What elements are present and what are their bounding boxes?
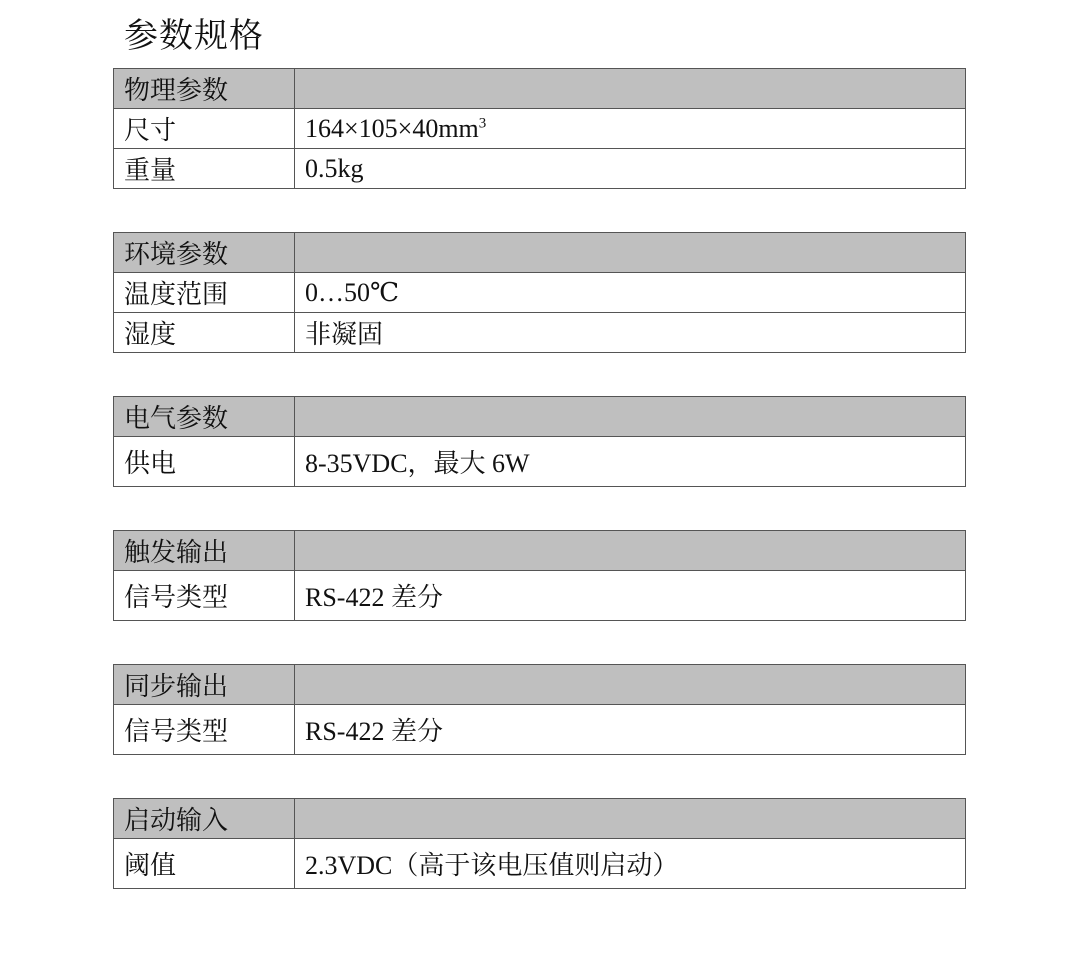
section-header-blank	[295, 233, 966, 273]
section-header-blank	[295, 397, 966, 437]
environment-params-table	[113, 232, 966, 353]
param-label-signal-type: 信号类型	[114, 571, 295, 621]
param-value-humidity: 非凝固	[295, 313, 966, 353]
param-value-size	[295, 109, 966, 149]
size-unit-superscript: 3	[478, 114, 487, 131]
param-label-signal-type: 信号类型	[114, 705, 295, 755]
param-value-signal-type: RS-422 差分	[295, 571, 966, 621]
table-row	[114, 839, 966, 889]
param-label-humidity: 湿度	[114, 313, 295, 353]
electrical-params-table	[113, 396, 966, 487]
section-header: 触发输出	[114, 531, 295, 571]
param-value-signal-type: RS-422 差分	[295, 705, 966, 755]
section-header-row	[114, 531, 966, 571]
sync-output-table	[113, 664, 966, 755]
section-header: 物理参数	[114, 69, 295, 109]
table-row	[114, 437, 966, 487]
section-header-row	[114, 69, 966, 109]
physical-params-table	[113, 68, 966, 189]
table-row	[114, 571, 966, 621]
section-header: 启动输入	[114, 799, 295, 839]
table-row	[114, 705, 966, 755]
page-title: 参数规格	[124, 16, 264, 56]
param-label-weight: 重量	[114, 149, 295, 189]
section-header-blank	[295, 69, 966, 109]
table-row	[114, 149, 966, 189]
param-label-threshold: 阈值	[114, 839, 295, 889]
section-header-row	[114, 233, 966, 273]
section-header-row	[114, 397, 966, 437]
param-value-weight: 0.5kg	[295, 149, 966, 189]
trigger-output-table	[113, 530, 966, 621]
section-header-row	[114, 799, 966, 839]
section-header: 环境参数	[114, 233, 295, 273]
param-label-size: 尺寸	[114, 109, 295, 149]
param-label-temperature: 温度范围	[114, 273, 295, 313]
table-row	[114, 109, 966, 149]
param-value-threshold: 2.3VDC（高于该电压值则启动）	[295, 839, 966, 889]
start-input-table	[113, 798, 966, 889]
section-header-blank	[295, 665, 966, 705]
section-header-blank	[295, 531, 966, 571]
table-row	[114, 273, 966, 313]
section-header: 同步输出	[114, 665, 295, 705]
section-header-row	[114, 665, 966, 705]
section-header-blank	[295, 799, 966, 839]
section-header: 电气参数	[114, 397, 295, 437]
param-value-power: 8-35VDC，最大 6W	[295, 437, 966, 487]
size-value-text: 164×105×40mm	[305, 113, 479, 143]
param-value-temperature: 0…50℃	[295, 273, 966, 313]
table-row	[114, 313, 966, 353]
param-label-power: 供电	[114, 437, 295, 487]
